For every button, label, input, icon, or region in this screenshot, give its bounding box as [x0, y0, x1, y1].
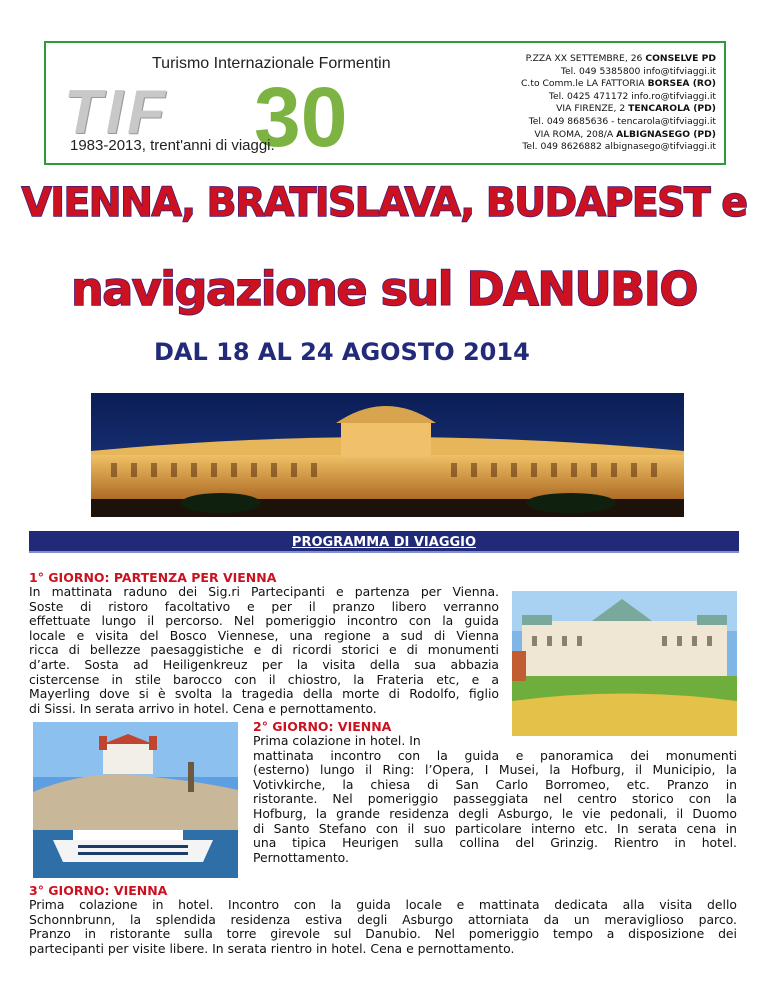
trip-subtitle: navigazione sul DANUBIO: [71, 262, 697, 316]
program-heading-bar: [29, 531, 739, 553]
contact-line: Tel. 049 8626882 albignasego@tifviaggi.it: [522, 141, 716, 153]
logo-anniversary: 30: [254, 70, 348, 164]
contact-line: Tel. 049 8685636 - tencarola@tifviaggi.it: [528, 115, 716, 127]
day3-text: Prima colazione in hotel. Incontro con la guida locale e mattinata dedicata alla visita dello Schonnbrunn, la splendida residenza estiva degli Asburgo attorniata da un meraviglioso parco. Pranzo in ristorante sulla torre girevole sul Danubio. Nel pomeriggio tempo a disposizione dei partecipanti per visite libere. In serata rientro in hotel. Cena e pernottamento.: [29, 897, 737, 956]
hofburg-night-photo: [91, 393, 684, 517]
logo-letters: TIF: [64, 78, 169, 147]
day1-text: In mattinata raduno dei Sig.ri Partecipanti e partenza per Vienna. Soste di ristoro facoltativo e per il pranzo libero verranno effettuate lungo il percorso. Nel pomeriggio incontro con la guida locale e visita del Bosco Viennese, una regione a sud di Vienna ricca di bellezze paesaggistiche e di ricordi storici e di monumenti d’arte. Sosta ad Heiligenkreuz per la visita della sua abbazia cistercense in stile barocco con il chiostro, la Frateria etc, e a Mayerling dove si è svolta la tragedia della morte di Rodolfo, figlio di Sissi. In serata arrivo in hotel. Cena e pernottamento.: [29, 584, 499, 716]
contact-line: Tel. 049 5385800 info@tifviaggi.it: [560, 65, 716, 77]
contact-line: VIA FIRENZE, 2 TENCAROLA (PD): [556, 103, 716, 115]
trip-dates: DAL 18 AL 24 AGOSTO 2014: [154, 338, 530, 366]
contact-line: Tel. 0425 471172 info.ro@tifviaggi.it: [548, 90, 716, 102]
contact-line: C.to Comm.le LA FATTORIA BORSEA (RO): [521, 78, 716, 90]
trip-title: VIENNA, BRATISLAVA, BUDAPEST e: [21, 180, 747, 226]
logo-years-line: 1983-2013, trent'anni di viaggi.: [70, 137, 275, 154]
tif-logo: [64, 51, 394, 164]
header-box: [44, 41, 726, 165]
day3-title: 3° GIORNO: VIENNA: [29, 883, 168, 898]
contact-list: [456, 53, 716, 154]
day2-title: 2° GIORNO: VIENNA: [253, 719, 392, 734]
day2-text: Prima colazione in hotel. In mattinata incontro con la guida e panoramica dei monumenti (esterno) lungo il Ring: l’Opera, I Musei, la Hofburg, il Municipio, la Votivkirche, la chiesa di San Carlo Borromeo, etc. Pranzo in ristorante. Nel pomeriggio passeggiata nel centro storico con la Hofburg, la grande residenza degli Asburgo, le vie pedonali, il Duomo di Santo Stefano con il suo particolare interno etc. In serata cena in una tipica Heurigen sulla collina del Grinzig. Rientro in hotel. Pernottamento.: [253, 733, 737, 865]
belvedere-photo: [512, 591, 737, 736]
program-heading: PROGRAMMA DI VIAGGIO: [291, 535, 477, 550]
logo-tagline: Turismo Internazionale Formentin: [152, 55, 391, 72]
contact-line: P.ZZA XX SETTEMBRE, 26 CONSELVE PD: [525, 53, 716, 64]
contact-line: VIA ROMA, 208/A ALBIGNASEGO (PD): [534, 128, 716, 140]
day1-title: 1° GIORNO: PARTENZA PER VIENNA: [29, 570, 277, 585]
bratislava-danube-photo: [33, 722, 238, 878]
